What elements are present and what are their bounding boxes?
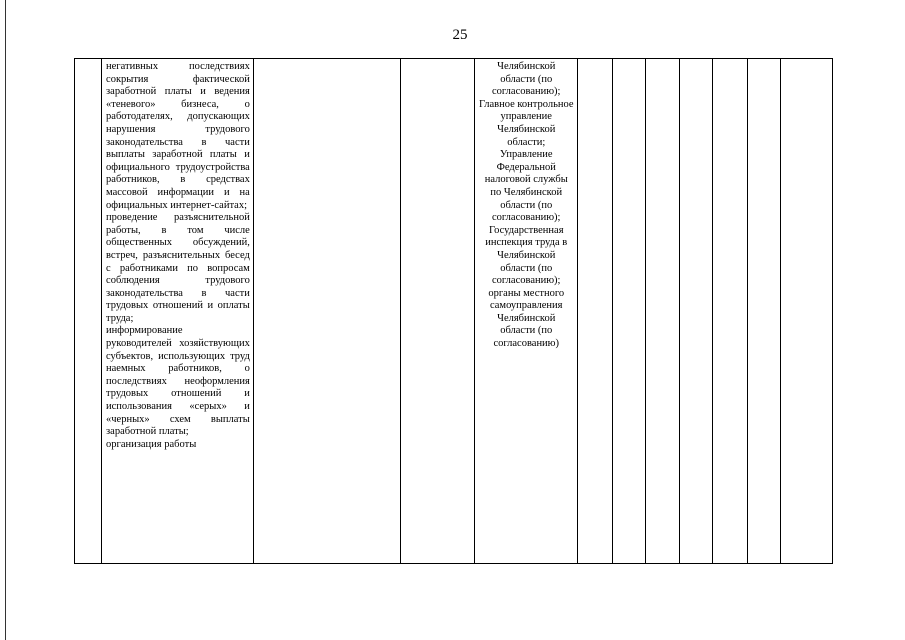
cell-empty-11 xyxy=(747,59,780,564)
cell-empty-10 xyxy=(713,59,747,564)
page-left-border-line xyxy=(5,0,6,640)
page-number: 25 xyxy=(452,27,468,43)
executors-text: Челябинской области (по согласованию); Главное контрольное управление Челябинской области; Управление Федеральной налоговой службы по Челябинской области (по согласованию); Государственная инспекция труда в Челябинской области (по согласованию); органы местного самоуправления Челябинской области (по согласованию) xyxy=(478,61,574,350)
measures-text: негативных последствиях сокрытия фактической заработной платы и ведения «теневого» бизнеса, о работодателях, допускающих нарушения трудового законодательства в части выплаты заработной платы и официального трудоустройства работников, в средствах массовой информации и на официальных интернет-сайтах; проведение разъяснительной работы, в том числе общественных обсуждений, встреч, разъяснительных бесед с работниками по вопросам соблюдения трудового законодательства в части трудовых отношений и оплаты труда; информирование руководителей хозяйствующих субъектов, использующих труд наемных работников, о последствиях неоформления трудовых отношений и использования «серых» и «черных» схем выплаты заработной платы; организация работы xyxy=(106,61,250,450)
cell-empty-7 xyxy=(612,59,645,564)
cell-executors xyxy=(475,59,578,564)
table-row xyxy=(75,59,833,564)
cell-measures xyxy=(102,59,254,564)
cell-empty-12 xyxy=(780,59,832,564)
cell-empty-9 xyxy=(680,59,713,564)
cell-empty-4 xyxy=(401,59,475,564)
cell-empty-8 xyxy=(645,59,679,564)
cell-empty-3 xyxy=(253,59,401,564)
cell-empty-6 xyxy=(578,59,612,564)
cell-number xyxy=(75,59,102,564)
measures-table xyxy=(74,58,833,564)
